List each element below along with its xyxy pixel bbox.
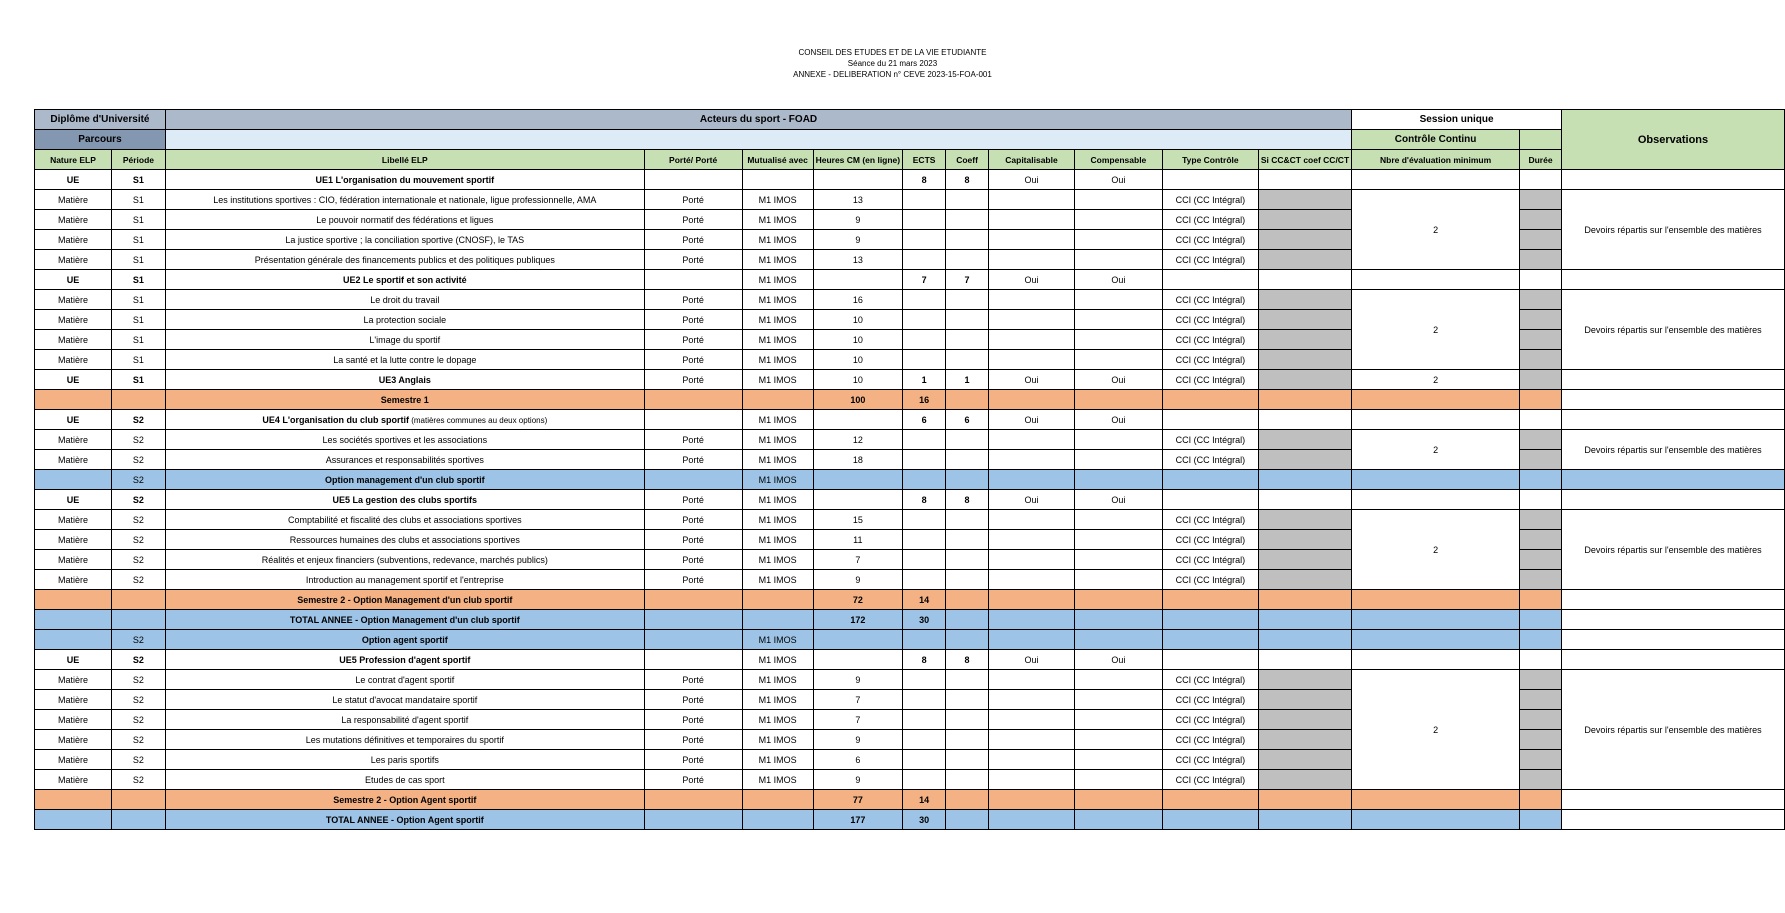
table-row-matiere: Matière S2 Etudes de cas sport Porté M1 IMOS 9 CCI (CC Intégral) [35,770,1785,790]
parcours-value [165,130,1351,150]
header-deliberation: ANNEXE - DELIBERATION n° CEVE 2023-15-FOA-001 [793,70,992,79]
column-headers [35,150,1785,170]
nbre-evaluation-cell: 2 [1352,290,1520,370]
controle-continu-label: Contrôle Continu [1352,130,1520,150]
table-row-semestre: Semestre 1 100 16 [35,390,1785,410]
table-row-matiere: Matière S1 La justice sportive ; la conciliation sportive (CNOSF), le TAS Porté M1 IMOS 9 CCI (CC Intégral) [35,230,1785,250]
header-council: CONSEIL DES ETUDES ET DE LA VIE ETUDIANTE [798,48,987,57]
table-row-matiere: Matière S1 Les institutions sportives : CIO, fédération internationale et nationale, ligue professionnelle, AMA Porté M1 IMOS 13 CCI (CC Intégral) 2 Devoirs répartis sur l'ensemble des matières [35,190,1785,210]
table-row-ue: UE S1 UE2 Le sportif et son activité M1 IMOS 7 7 Oui Oui [35,270,1785,290]
observation-note: Devoirs répartis sur l'ensemble des matières [1561,670,1784,790]
table-row-matiere: Matière S2 Les mutations définitives et temporaires du sportif Porté M1 IMOS 9 CCI (CC Intégral) [35,730,1785,750]
table-row-ue: UE S2 UE5 Profession d'agent sportif M1 IMOS 8 8 Oui Oui [35,650,1785,670]
nbre-evaluation-cell: 2 [1352,190,1520,270]
table-row-matiere: Matière S1 Le droit du travail Porté M1 IMOS 16 CCI (CC Intégral) 2 Devoirs répartis sur l'ensemble des matières [35,290,1785,310]
table-row-matiere: Matière S2 Assurances et responsabilités sportives Porté M1 IMOS 18 CCI (CC Intégral) [35,450,1785,470]
table-header-parcours [35,130,1785,150]
col-coeff: Coeff [946,150,989,170]
diplome-label: Diplôme d'Université [35,110,166,130]
col-ects: ECTS [903,150,946,170]
table-row-ue: UE S2 UE5 La gestion des clubs sportifs Porté M1 IMOS 8 8 Oui Oui [35,490,1785,510]
table-row-matiere: Matière S2 Les paris sportifs Porté M1 IMOS 6 CCI (CC Intégral) [35,750,1785,770]
table-header-top [35,110,1785,130]
table-row-matiere: Matière S1 La santé et la lutte contre le dopage Porté M1 IMOS 10 CCI (CC Intégral) [35,350,1785,370]
table-row-total: TOTAL ANNEE - Option Agent sportif 177 30 [35,810,1785,830]
nbre-evaluation-cell: 2 [1352,430,1520,470]
col-nature: Nature ELP [35,150,112,170]
col-porte: Porté/ Porté [644,150,742,170]
mcc-table [34,109,1785,830]
col-si-cc-ct: Si CC&CT coef CC/CT [1258,150,1351,170]
table-row-total: TOTAL ANNEE - Option Management d'un club sportif 172 30 [35,610,1785,630]
table-row-matiere: Matière S1 La protection sociale Porté M1 IMOS 10 CCI (CC Intégral) [35,310,1785,330]
table-row-semestre: Semestre 2 - Option Management d'un club sportif 72 14 [35,590,1785,610]
table-row-matiere: Matière S1 L'image du sportif Porté M1 IMOS 10 CCI (CC Intégral) [35,330,1785,350]
col-mutualise: Mutualisé avec [742,150,813,170]
nbre-evaluation-cell: 2 [1352,670,1520,790]
parcours-label: Parcours [35,130,166,150]
col-periode: Période [111,150,165,170]
observation-note: Devoirs répartis sur l'ensemble des matières [1561,430,1784,470]
diploma-title: Acteurs du sport - FOAD [165,110,1351,130]
col-nbre-evaluation: Nbre d'évaluation minimum [1352,150,1520,170]
header-session-date: Séance du 21 mars 2023 [847,59,938,68]
table-row-ue: UE S2 UE4 L'organisation du club sportif (matières communes au deux options) M1 IMOS 6 6 Oui Oui [35,410,1785,430]
col-heures: Heures CM (en ligne) [813,150,903,170]
table-row-matiere: Matière S2 Ressources humaines des clubs et associations sportives Porté M1 IMOS 11 CCI (CC Intégral) [35,530,1785,550]
table-row-ue: UE S1 UE1 L'organisation du mouvement sportif 8 8 Oui Oui [35,170,1785,190]
col-compensable: Compensable [1074,150,1162,170]
col-type-controle: Type Contrôle [1162,150,1258,170]
table-row-matiere: Matière S2 La responsabilité d'agent sportif Porté M1 IMOS 7 CCI (CC Intégral) [35,710,1785,730]
observation-note: Devoirs répartis sur l'ensemble des matières [1561,510,1784,590]
table-row-matiere: Matière S2 Introduction au management sportif et l'entreprise Porté M1 IMOS 9 CCI (CC Intégral) [35,570,1785,590]
table-row-option: S2 Option agent sportif M1 IMOS [35,630,1785,650]
table-row-matiere: Matière S1 Le pouvoir normatif des fédérations et ligues Porté M1 IMOS 9 CCI (CC Intégral) [35,210,1785,230]
observations-header: Observations [1561,110,1784,170]
col-duree: Durée [1520,150,1562,170]
table-row-matiere: Matière S2 Le contrat d'agent sportif Porté M1 IMOS 9 CCI (CC Intégral) 2 Devoirs répartis sur l'ensemble des matières [35,670,1785,690]
observation-note: Devoirs répartis sur l'ensemble des matières [1561,190,1784,270]
table-row-matiere: Matière S2 Le statut d'avocat mandataire sportif Porté M1 IMOS 7 CCI (CC Intégral) [35,690,1785,710]
col-capitalisable: Capitalisable [989,150,1075,170]
table-row-matiere: Matière S2 Comptabilité et fiscalité des clubs et associations sportives Porté M1 IMOS 15 CCI (CC Intégral) 2 Devoirs répartis sur l'ensemble des matières [35,510,1785,530]
table-row-option: S2 Option management d'un club sportif M1 IMOS [35,470,1785,490]
session-label: Session unique [1352,110,1562,130]
table-row-matiere: Matière S1 Présentation générale des financements publics et des politiques publiques Porté M1 IMOS 13 CCI (CC Intégral) [35,250,1785,270]
col-libelle: Libellé ELP [165,150,644,170]
document-header [0,47,1785,80]
observation-note: Devoirs répartis sur l'ensemble des matières [1561,290,1784,370]
table-row-semestre: Semestre 2 - Option Agent sportif 77 14 [35,790,1785,810]
table-row-matiere: Matière S2 Les sociétés sportives et les associations Porté M1 IMOS 12 CCI (CC Intégral) 2 Devoirs répartis sur l'ensemble des matières [35,430,1785,450]
table-row-matiere: Matière S2 Réalités et enjeux financiers (subventions, redevance, marchés publics) Porté M1 IMOS 7 CCI (CC Intégral) [35,550,1785,570]
table-row-ue: UE S1 UE3 Anglais Porté M1 IMOS 10 1 1 Oui Oui CCI (CC Intégral) 2 [35,370,1785,390]
nbre-evaluation-cell: 2 [1352,510,1520,590]
